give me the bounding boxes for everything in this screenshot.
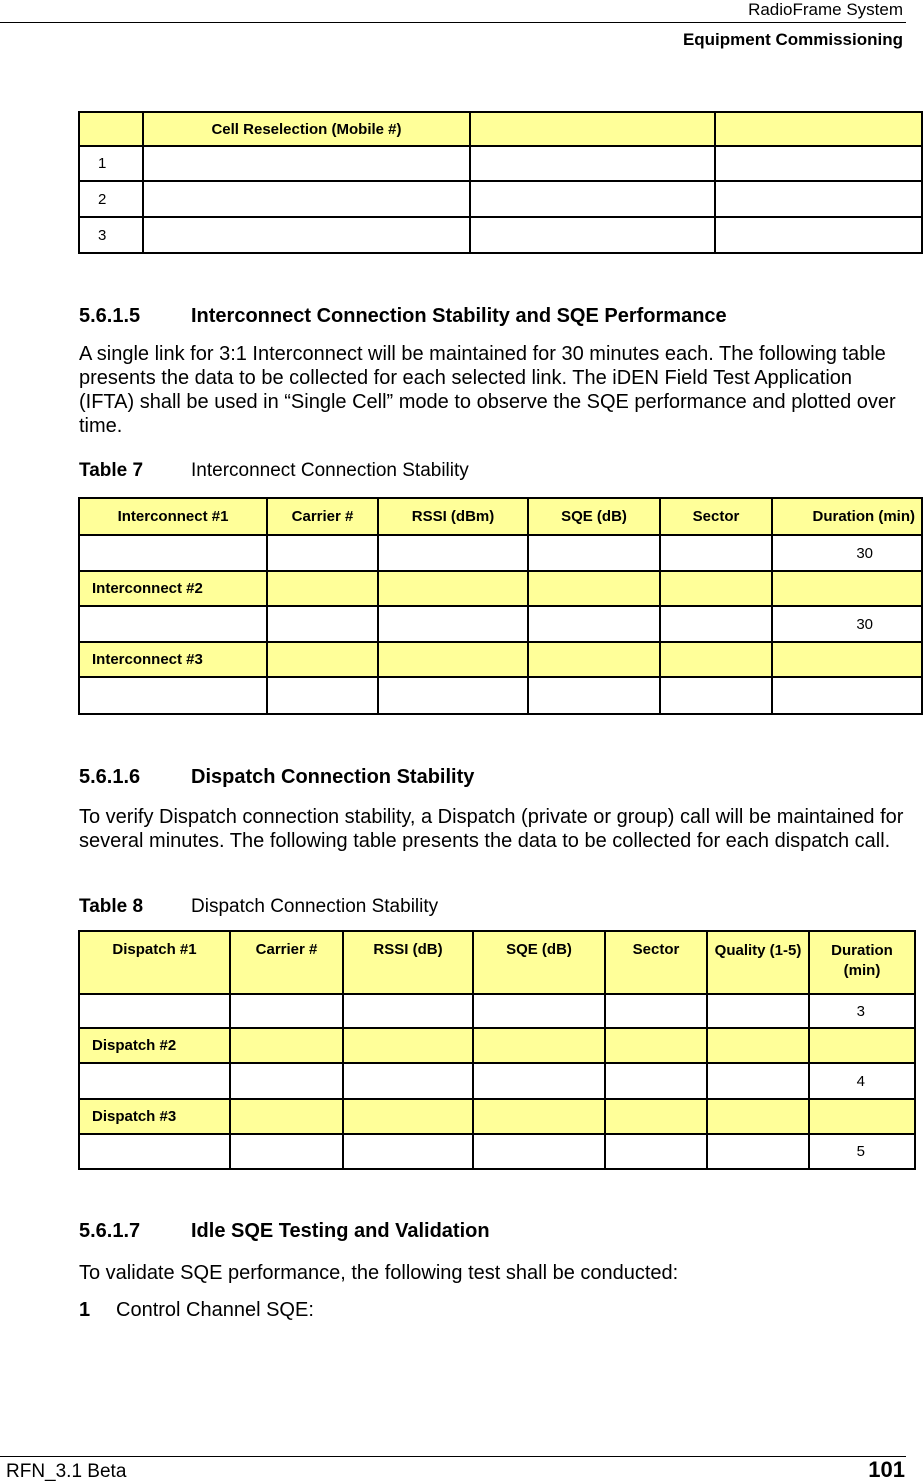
column-header: Interconnect #1 [79,498,267,535]
column-header: Quality (1-5) [707,931,809,994]
row-number: 3 [79,217,143,253]
table-row [79,1063,915,1099]
column-header: SQE (dB) [473,931,605,994]
table-header-row [79,931,915,994]
footer-divider [0,1456,906,1457]
column-header: Sector [605,931,707,994]
table-row [79,1028,915,1063]
table-caption [79,460,469,482]
caption-text: Dispatch Connection Stability [191,896,439,917]
duration-value: 30 [772,535,922,571]
table-header-row [79,498,922,535]
section-title: Interconnect Connection Stability and SQE Performance [191,305,727,327]
table-row [79,606,922,642]
footer-doc-name: RFN_3.1 Beta [6,1461,127,1482]
cell-reselection-table [78,111,923,254]
interconnect-table [78,497,923,715]
caption-text: Interconnect Connection Stability [191,460,469,481]
page-number: 101 [868,1457,905,1482]
table-row [79,994,915,1028]
table-row [79,217,922,253]
column-header: RSSI (dBm) [378,498,528,535]
row-label: Interconnect #3 [79,642,267,677]
section-number: 5.6.1.5 [79,305,141,327]
table-header-row [79,112,922,146]
table-row [79,535,922,571]
duration-value: 3 [809,994,915,1028]
duration-value: 5 [809,1134,915,1169]
row-number: 1 [79,146,143,181]
duration-value [772,677,922,714]
list-text: Control Channel SQE: [116,1299,314,1321]
table-row [79,181,922,217]
column-header: RSSI (dB) [343,931,473,994]
column-header: Duration (min) [772,498,922,535]
column-header: SQE (dB) [528,498,660,535]
dispatch-table [78,930,916,1170]
table-row [79,571,922,606]
row-number: 2 [79,181,143,217]
section-heading [79,766,474,789]
section-title: Idle SQE Testing and Validation [191,1220,490,1242]
section-number: 5.6.1.7 [79,1220,141,1242]
table-row [79,146,922,181]
table-row [79,677,922,714]
header-system: RadioFrame System [748,0,903,19]
table-caption [79,896,438,918]
column-header: Duration (min) [809,931,915,994]
section-number: 5.6.1.6 [79,766,141,788]
column-header: Dispatch #1 [79,931,230,994]
section-body: To validate SQE performance, the following test shall be conducted: [79,1262,679,1284]
cell-reselection-header: Cell Reselection (Mobile #) [143,112,470,146]
section-body: To verify Dispatch connection stability, a Dispatch (private or group) call will be maintained for several minutes. The following table presents the data to be collected for each dispatch call. [79,806,904,852]
row-label: Dispatch #3 [79,1099,230,1134]
list-item [79,1298,909,1322]
column-header: Carrier # [267,498,378,535]
table-row [79,1099,915,1134]
table-row [79,642,922,677]
list-number: 1 [79,1299,91,1321]
section-body: A single link for 3:1 Interconnect will be maintained for 30 minutes each. The following table presents the data to be collected for each selected link. The iDEN Field Test Application (IFTA) shall be used in “Single Cell” mode to observe the SQE performance and plotted over time. [79,343,896,437]
row-label: Interconnect #2 [79,571,267,606]
duration-value: 4 [809,1063,915,1099]
row-label: Dispatch #2 [79,1028,230,1063]
table-row [79,1134,915,1169]
column-header: Sector [660,498,772,535]
duration-value: 30 [772,606,922,642]
section-title: Dispatch Connection Stability [191,766,475,788]
caption-label: Table 8 [79,896,144,917]
column-header: Carrier # [230,931,343,994]
header-section: Equipment Commissioning [682,30,903,49]
section-heading [79,305,727,328]
section-heading [79,1220,490,1243]
caption-label: Table 7 [79,460,144,481]
header-divider [0,22,906,23]
